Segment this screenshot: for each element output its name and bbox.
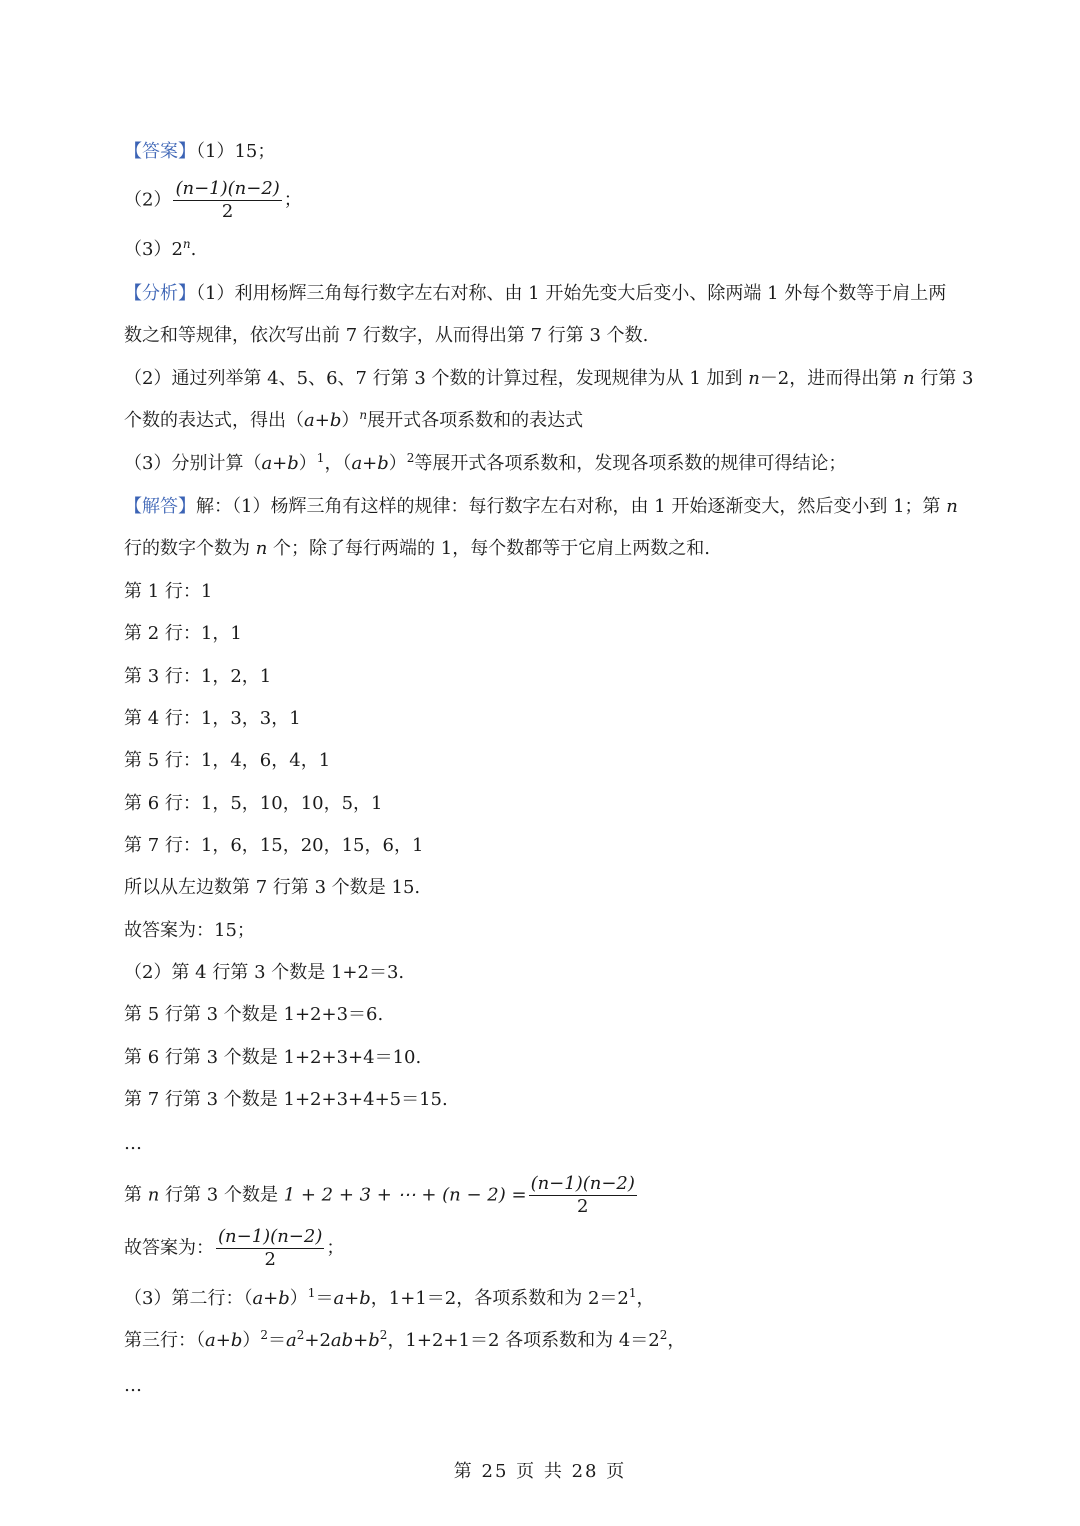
answer-label: 【答案】 [124,141,196,162]
part3-line-1: （3）第二行：$(a+b)^1=a+b$，1+1＝2，各项系数和为 $2=2^1$， [124,1286,655,1309]
analysis-line-1: 【分析】（1）利用杨辉三角每行数字左右对称、由 1 开始先变大后变小、除两端 1 外每个数等于肩上两 [124,283,947,304]
ellipsis: … [124,1133,142,1154]
solution-label: 【解答】 [124,496,196,517]
row-line: 第 1 行：1 [124,581,213,602]
step-line: 第 6 行第 3 个数是 1+2+3+4＝10. [124,1047,422,1068]
row-line: 第 6 行：1，5，10，10，5，1 [124,793,383,814]
row-line: 第 2 行：1，1 [124,623,242,644]
answer-statement: 故答案为：15； [124,920,255,941]
fraction: $\frac{(n-1)(n-2)}{2}$ [175,178,280,222]
answer-line-2: （2） $\frac{(n-1)(n-2)}{2}$ ； [124,178,302,222]
ellipsis: … [124,1375,142,1396]
row-line: 第 5 行：1，4，6，4，1 [124,750,331,771]
step-line: 第 5 行第 3 个数是 1+2+3＝6. [124,1004,384,1025]
analysis-line-2: 数之和等规律，依次写出前 7 行数字，从而得出第 7 行第 3 个数. [124,325,649,346]
analysis-line-5: （3）分别计算$(a+b)^1$，$(a+b)^2$等展开式各项系数和，发现各项系数的规律可得结论； [124,451,847,474]
solution-line-2: 行的数字个数为 n 个；除了每行两端的 1，每个数都等于它肩上两数之和. [124,538,710,559]
answer-line-1: 【答案】（1）15； [124,141,276,162]
step-line: （2）第 4 行第 3 个数是 1+2＝3. [124,962,405,983]
fraction: $\frac{(n-1)(n-2)}{2}$ [218,1226,323,1270]
step-line: 第 7 行第 3 个数是 1+2+3+4+5＝15. [124,1089,448,1110]
analysis-line-3: （2）通过列举第 4、5、6、7 行第 3 个数的计算过程，发现规律为从 1 加到 n－2，进而得出第 n 行第 3 [124,368,974,389]
row-line: 第 7 行：1，6，15，20，15，6，1 [124,835,424,856]
nth-line: 第 n 行第 3 个数是 1 + 2 + 3 + ⋯ + (n − 2) = $\frac{(n-1)(n-2)}{2}$ [124,1173,635,1217]
part3-line-2: 第三行：$(a+b)^2=a^2+2ab+b^2$，1+2+1＝2 各项系数和为 $4=2^2$， [124,1328,686,1351]
fraction: $\frac{(n-1)(n-2)}{2}$ [530,1173,635,1217]
analysis-label: 【分析】 [124,283,196,304]
solution-line-1: 【解答】解：（1）杨辉三角有这样的规律：每行数字左右对称，由 1 开始逐渐变大，然后变小到 1；第 n [124,496,958,517]
analysis-line-4: 个数的表达式，得出$(a+b)^n$展开式各项系数和的表达式 [124,408,584,431]
row-line: 第 4 行：1，3，3，1 [124,708,301,729]
page-number: 第 25 页 共 28 页 [453,1461,627,1482]
answer-line-3: （3）2$^n$. [124,237,197,260]
row-line: 第 3 行：1，2，1 [124,666,272,687]
conclusion-line: 所以从左边数第 7 行第 3 个数是 15. [124,877,421,898]
answer-statement-2: 故答案为： $\frac{(n-1)(n-2)}{2}$ ； [124,1226,345,1270]
